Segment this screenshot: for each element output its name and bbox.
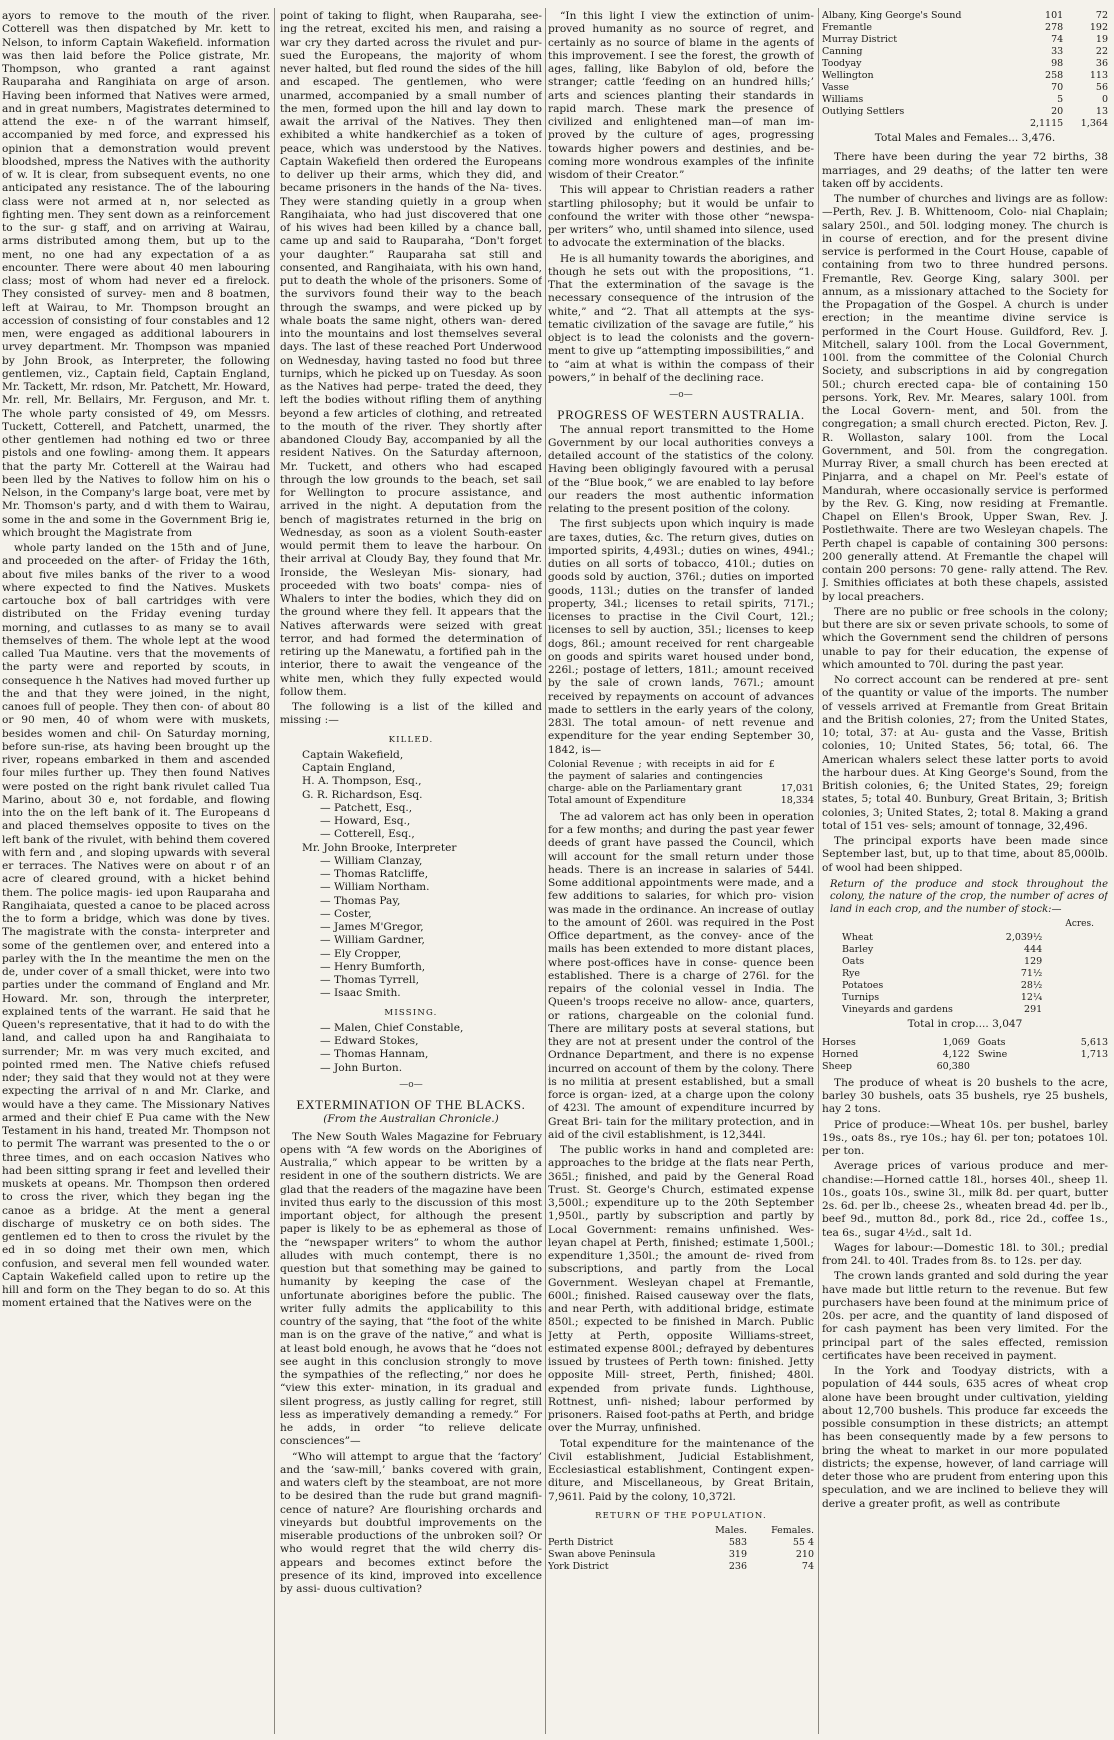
table-row [822, 58, 1108, 70]
table-row [842, 980, 1042, 992]
list-item: — Henry Bumforth, [320, 960, 426, 973]
totals-row [822, 118, 1108, 130]
article-paragraph: The produce of wheat is 20 bushels to the acre, barley 30 bushels, oats 35 bushels, rye 25 bushels, hay 2 tons. [822, 1076, 1108, 1116]
males-value: 70 [1051, 82, 1064, 93]
list-item: — James M'Gregor, [320, 921, 424, 933]
article-paragraph: Wages for labour:—Domestic 18l. to 30l.; predial from 24l. to 40l. Trades from 8s. to 12s. per day. [822, 1241, 1108, 1267]
males-value: 5 [1057, 94, 1064, 105]
table-row [842, 956, 1042, 968]
article-paragraph: Price of produce:—Wheat 10s. per bushel, barley 19s., oats 8s., rye 10s.; hay 6l. per ton; potatoes 10l. per ton. [822, 1118, 1108, 1157]
table-row [822, 106, 1108, 118]
killed-list [280, 749, 542, 1001]
list-item: — Isaac Smith. [320, 987, 401, 1000]
crop-acres: 444 [1024, 943, 1043, 955]
article-paragraph: Total expenditure for the maintenance of the Civil establishment, Judicial Establishment, Ecclesiastical establishment, Contingent expen- diture, and Miscellaneous, by Great Britain, 7,961l. Paid by the colony, 10,372l. [548, 1437, 814, 1503]
currency-symbol [763, 795, 775, 807]
district-name: Murray District [822, 34, 898, 45]
revenue-value: 17,031 [780, 782, 814, 794]
stock-name [970, 1061, 1043, 1073]
crop-name: Potatoes [842, 979, 884, 991]
article-paragraph: “Who will attempt to argue that the ‘factory’ and the ‘saw-mill,’ banks covered with grain, and waters cleft by the steamboat, are not more to be desired than the rude but grand magnifi- cence of nature? Are flourishing orchards and vineyards but doubtful improvements on the miserable productions of the unbroken soil? Or who would regret that the wild cherry dis- appears and becomes extinct before the presence of its kind, improved into excellence by assi- duous cultivation? [280, 1450, 542, 1595]
section-source: (From the Australian Chronicle.) [323, 1113, 499, 1126]
females-column-header: Females. [771, 1525, 814, 1536]
district-name: Fremantle [822, 22, 873, 33]
table-row [548, 1561, 814, 1573]
column-rule [818, 8, 819, 1734]
females-value: 22 [1095, 46, 1108, 57]
article-paragraph: There have been during the year 72 births, 38 marriages, and 29 deaths; of the latter ten were taken off by accidents. [822, 151, 1108, 190]
district-name: Perth District [548, 1537, 614, 1548]
list-item: Mr. John Brooke, Interpreter [302, 841, 457, 854]
crop-name: Vineyards and gardens [842, 1003, 953, 1015]
article-paragraph: The first subjects upon which inquiry is made are taxes, duties, &c. The return gives, duties on imported spirits, 4,493l.; duties on wines, 494l.; duties on all sorts of tobacco, 410l.; duties on goods sold by auction, 376l.; duties on imported goods, 113l.; duties on the transfer of landed property, 34l.; licenses to retail spirits, 717l.; licenses to practise in the Civil Court, 12l.; licenses to sell by auction, 35l.; licenses to keep dogs, 86l.; amount received for rent chargeable on goods and spirits waret housed under bond, 226l.; postage of letters, 181l.; amount received by the sale of crown lands, 767l.; amount received by repayments on account of advances made to settlers in the early years of the colony, 283l. The total amoun- of nett revenue and expenditure for the year ending September 30, 1842, is— [548, 518, 814, 756]
table-row [548, 795, 814, 807]
males-value: 236 [728, 1561, 748, 1572]
table-row [842, 1004, 1042, 1016]
article-paragraph: Average prices of various produce and mer- chandise:—Horned cattle 18l., horses 40l., sheep 1l. 10s., goats 10s., swine 3l., milk 8d. per quart, butter 2s. 6d. per lb., cheese 2s., wheaten bread 4d. per lb., beef 9d., mutton 8d., pork 8d., rice 2d., coffee 1s., tea 6s., sugar 4½d., salt 1d. [822, 1160, 1108, 1239]
females-value: 74 [801, 1561, 814, 1572]
missing-list [280, 1022, 542, 1075]
revenue-label: Colonial Revenue ; with receipts in aid for the payment of salaries and contingencies charge- able on the Parliamentary grant [548, 758, 763, 794]
males-value: 319 [728, 1549, 748, 1560]
table-header-row [548, 1525, 814, 1537]
crop-acres: 71½ [1020, 967, 1043, 979]
females-value: 0 [1101, 94, 1108, 105]
table-row [822, 70, 1108, 82]
females-total: 1,364 [1080, 118, 1108, 129]
section-ornament: —o— [399, 1079, 423, 1090]
stock-name: Horses [822, 1036, 856, 1048]
list-item: — Thomas Pay, [320, 894, 401, 907]
females-value: 113 [1089, 70, 1108, 81]
article-paragraph: In the York and Toodyay districts, with a population of 444 souls, 635 acres of wheat crop alone have been brought under cultivation, yielding about 12,700 bushels. This produce far exceeds the possible consumption in these districts; an attempt has been consequently made by a few persons to bring the wheat to market in our more populated districts; the expense, however, of land carriage will deter those who are prudent from entering upon this speculation, and we are inclined to believe they will derive a greater profit, as well as contribute [822, 1365, 1108, 1510]
article-paragraph: point of taking to flight, when Rauparaha, see- ing the retreat, excited his men, and raising a war cry they darted across the rivulet and pur- sued the Europeans, the majority of whom never halted, but fled round the sides of the hill and escaped. The gentlemen, who were unarmed, accompanied by a small number of the men, formed upon the hill and lay down to await the arrival of the Natives. They then exhibited a white handkerchief as a token of peace, which was understood by the Natives. Captain Wakefield then ordered the Europeans to deliver up their arms, which they did, and became prisoners in the hands of the Na- tives. They were standing quietly in a group when Rangihaiata, who had just discovered that one of his wives had been killed by a chance ball, came up and said to Rauparaha, “Don't forget your daughter.” Rauparaha sat still and consented, and Rangihaiata, with his own hand, put to death the whole of the prisoners. Some of the survivors found their way to the beach through the swamps, and were picked up by whale boats the same night, others wan- dered into the mountains and lost themselves several days. The last of these reached Port Underwood on Wednesday, having tasted no food but three turnips, which he picked up on Tuesday. As soon as the Natives had perpe- trated the deed, they left the bodies without rifling them of anything beyond a few articles of clothing, and retreated to the mouth of the river. They shortly after abandoned Cloudy Bay, accompanied by all the resident Natives. On the Saturday afternoon, Mr. Tuckett, and others who had escaped through the low grounds to the beach, set sail for Wellington to procure assistance, and arrived in the night. A deputation from the bench of magistrates returned in the brig on Wednesday, as soon as a violent South-easter would permit them to leave the harbour. On their arrival at Cloudy Bay, they found that Mr. Ironside, the Wesleyan Mis- sionary, had proceeded with two boats' compa- nies of Whalers to inter the bodies, which they did on the ground where they fell. It appears that the Natives afterwards were seized with great terror, and had formed the determination of retiring up the Manewatu, a fortified pah in the interior, there to await the vengeance of the white men, which they fully expected would follow them. [280, 10, 542, 698]
females-value: 192 [1089, 22, 1108, 33]
revenue-label: Total amount of Expenditure [548, 794, 686, 806]
article-paragraph: The crown lands granted and sold during the year have made but little return to the revenue. But few purchasers have been found at the minimum price of 20s. per acre, and the quantity of land disposed of for cash payment has been very limited. For the principal part of the sales effected, remission certificates have been received in payment. [822, 1270, 1108, 1362]
table-row [842, 992, 1042, 1004]
crop-name: Wheat [842, 931, 873, 943]
females-value: 19 [1095, 34, 1108, 45]
stock-note: Return of the produce and stock throughout the colony, the nature of the crop, the number of acres of land in each crop, and the number of stock:— [830, 878, 1108, 915]
females-value: 55 4 [792, 1537, 814, 1548]
males-value: 101 [1045, 10, 1064, 21]
list-item: — William Northam. [320, 881, 430, 894]
females-value: 210 [795, 1549, 814, 1560]
table-row [548, 1537, 814, 1549]
list-item: Captain England, [302, 762, 396, 774]
stock-name: Horned [822, 1048, 859, 1060]
stock-value: 5,613 [1080, 1036, 1108, 1048]
list-item: — Thomas Hannam, [320, 1048, 429, 1061]
table-row [842, 932, 1042, 944]
list-item: — Thomas Ratcliffe, [320, 868, 429, 880]
table-row [822, 1061, 1108, 1073]
table-row [822, 1049, 1108, 1061]
stock-name: Sheep [822, 1060, 852, 1072]
stock-value: 1,069 [942, 1036, 970, 1048]
column-4 [822, 10, 1108, 1732]
males-value: 20 [1051, 106, 1064, 117]
acres-heading: Acres. [1065, 919, 1094, 930]
district-name: Toodyay [822, 58, 862, 69]
crop-name: Oats [842, 955, 865, 967]
crop-acres: 2,039½ [1005, 931, 1043, 943]
table-row [822, 34, 1108, 46]
crop-acres: 291 [1024, 1003, 1043, 1015]
article-paragraph: No correct account can be rendered at pre- sent of the quantity or value of the imports. The number of vessels arrived at Fremantle from Great Britain and the British colonies, 27; from the United States, 10; total, 37: at Au- gusta and the Vasse, British colonies, 10; United States, 56; total, 66. The American whalers select these latter ports to avoid the harbour dues. At King George's Sound, from the British colonies, 6; the United States, 29; foreign states, 5; total 40. Bunbury, Great Britain, 3; British colonies, 3; United States, 2; total 8. Making a grand total of 151 ves- sels; amount of tonnage, 32,496. [822, 674, 1108, 832]
females-value: 36 [1095, 58, 1108, 69]
list-item: G. R. Richardson, Esq. [302, 788, 423, 801]
column-2 [280, 10, 542, 1732]
article-paragraph: He is all humanity towards the aborigines, and though he sets out with the propositions, “1. That the extermination of the savage is the necessary consequence of the intrusion of the white,” and “2. That all attempts at the sys- tematic civilization of the savage are futile,” his object is to lead the colonists and the govern- ment to give up “attempting impossibilities,” and to “aim at what is within the compass of their powers,” in behalf of the declining race. [548, 252, 814, 384]
district-name: Swan above Peninsula [548, 1549, 656, 1560]
section-ornament: —o— [669, 390, 693, 400]
stock-value: 1,713 [1080, 1048, 1108, 1060]
list-item: — William Clanzay, [320, 854, 423, 867]
column-rule [274, 8, 275, 1734]
list-item: — John Burton. [320, 1061, 403, 1074]
population-heading: RETURN OF THE POPULATION. [595, 1510, 767, 1521]
list-item: — William Gardner, [320, 934, 425, 947]
table-row [842, 944, 1042, 956]
article-paragraph: The public works in hand and completed are: approaches to the bridge at the flats near Perth, 365l.; finished, and paid by the General Road Trust. St. George's Church, estimated expense 3,500l.; expenditure up to the 20th September 1,950l., partly by subscription and partly by Local Government: remains unfinished. Wes- leyan chapel at Perth, finished; estimate 1,500l.; expenditure 1,350l.; the amount de- rived from subscriptions, and partly from the Local Government. Wesleyan chapel at Fremantle, 600l.; finished. Raised causeway over the flats, and near Perth, with additional bridge, estimate 850l.; expected to be finished in March. Public Jetty at Perth, opposite Williams-street, estimated expense 800l.; defrayed by debentures issued by trustees of Perth town: finished. Jetty opposite Mill- street, Perth, finished; 480l. expended from private funds. Lighthouse, Rottnest, unfi- nished; labour performed by prisoners. Raised foot-paths at Perth, and bridge over the Murray, unfinished. [548, 1144, 814, 1435]
district-name: Vasse [822, 82, 850, 93]
females-value: 56 [1095, 82, 1108, 93]
article-paragraph: The following is a list of the killed and missing :— [280, 701, 542, 727]
table-row [822, 1037, 1108, 1049]
stock-name: Goats [977, 1036, 1006, 1048]
crop-total: Total in crop.... 3,047 [907, 1017, 1023, 1030]
list-item: — Cotterell, Esq., [320, 828, 415, 841]
crop-table [842, 932, 1042, 1016]
revenue-value: 18,334 [780, 794, 814, 806]
article-paragraph: The ad valorem act has only been in operation for a few months; and during the past year fewer deeds of grant have passed the Council, which will account for the small return under those heads. There is an increase in salaries of 544l. Some additional appointments were made, and a few additions to salaries, for which pro- vision was made in the ordinance. An increase of outlay to the amount of 260l. was required in the Post Office department, as the convey- ance of the mails has been extended to more distant places, where post-offices have in conse- quence been established. There is a charge of 276l. for the repairs of the colonial vessel in India. The Queen's troops receive no allow- ance, quarters, or rations, chargeable on the colonial fund. There are military posts at several stations, but they are not at present under the control of the Ordnance Department, and there is no expense incurred on account of them by the colony. There is no militia at present established, but a small force is organ- ized, at a charge upon the colony of 423l. The amount of expenditure incurred by Great Bri- tain for the military protection, and in aid of the civil establishment, is 12,344l. [548, 810, 814, 1141]
males-total: 2,1115 [1029, 118, 1064, 129]
article-paragraph: There are no public or free schools in the colony; but there are six or seven private schools, to some of which the Government send the children of persons unable to pay for their education, the expense of which amounted to 70l. during the past year. [822, 605, 1108, 671]
list-item: — Howard, Esq., [320, 815, 411, 827]
list-item: Captain Wakefield, [302, 748, 404, 761]
males-value: 583 [728, 1537, 748, 1548]
list-item: — Edward Stokes, [320, 1035, 419, 1047]
crop-name: Barley [842, 943, 874, 955]
table-row [548, 1549, 814, 1561]
article-paragraph: This will appear to Christian readers a rather startling philosophy; but it would be unfair to confound the writer with those other “newspa- per writers” who, until shamed into silence, used to advocate the extermination of the blacks. [548, 184, 814, 250]
list-item: — Malen, Chief Constable, [320, 1021, 464, 1034]
district-name: Williams [822, 94, 864, 105]
table-row [822, 22, 1108, 34]
article-paragraph: The annual report transmitted to the Home Government by our local authorities conveys a detailed account of the statistics of the colony. Having been obligingly favoured with a perusal of the “Blue book,” we are enabled to lay before our readers the most authentic information relating to the present position of the colony. [548, 423, 814, 515]
article-paragraph: The principal exports have been made since September last, but, up to that time, about 85,000lb. of wool had been shipped. [822, 835, 1108, 874]
district-name: Outlying Settlers [822, 106, 905, 117]
district-name: Wellington [822, 70, 874, 81]
article-paragraph: “In this light I view the extinction of unim- proved humanity as no source of regret, and certainly as no source of blame in the agents of this improvement. I see the forest, the growth of ages, falling, like Babylon of old, before the stranger; cattle ‘feeding on an hundred hills;’ arts and sciences planting their standards in rapid march. These mark the presence of civilized and enlightened man—of man im- proved by the culture of ages, progressing towards higher powers and destinies, and be- coming more wondrous examples of the infinite wisdom of their Creator.” [548, 10, 814, 181]
table-row [822, 10, 1108, 22]
column-rule [545, 8, 546, 1734]
males-value: 33 [1051, 46, 1064, 57]
crop-name: Rye [842, 967, 860, 979]
males-value: 258 [1045, 70, 1064, 81]
population-table [548, 1525, 814, 1573]
section-title: PROGRESS OF WESTERN AUSTRALIA. [557, 407, 805, 423]
article-paragraph: The New South Wales Magazine for February opens with “A few words on the Aborigines of Australia,” which appear to be written by a resident in one of the southern districts. We are glad that the readers of the magazine have been invited thus early to the discussion of this most important object, for although the present paper is likely to be as ephemeral as those of the “newspaper writers” to whom the author alludes with much contempt, there is no question but that something may be gained to humanity by keeping the case of the unfortunate aborigines before the public. The writer fully admits the applicability to this country of the saying, that “the foot of the white man is on the grave of the native,” and what is at least bold enough, he avows that he “does not see aught in this conclusion strongly to move the sympathies of the reflecting,” nor does he “view this exter- mination, in its gradual and silent progress, as justly calling for regret, still less as imperatively demanding a remedy.” For he adds, in order “to relieve delicate consciences”— [280, 1130, 542, 1448]
table-row [822, 82, 1108, 94]
killed-heading: KILLED. [388, 734, 434, 745]
crop-acres: 129 [1024, 955, 1043, 967]
stock-value: 4,122 [942, 1048, 970, 1060]
column-1 [2, 10, 270, 1732]
article-paragraph: The number of churches and livings are as follow:—Perth, Rev. J. B. Whittenoom, Colo- nial Chaplain; salary 250l., and 50l. lodging money. The church is in course of erection, and for the present divine service is performed in the Court House, capable of containing from two to three hundred persons. Fremantle, Rev. George King, salary 300l. per annum, as a missionary attached to the Society for the Propagation of the Gospel. A church is under erection; in the meantime divine service is performed in the Court House. Guildford, Rev. J. Mitchell, salary 100l. from the Local Government, 100l. from the committee of the Colonial Church Society, and subscriptions in aid by congregation 50l.; church erected capa- ble of containing 150 persons. York, Rev. Mr. Meares, salary 100l. from the Local Govern- ment, and 50l. from the congregation; a small church erected. Picton, Rev. J. R. Wollaston, salary 100l. from the Local Government, and 50l. from the congregation. Murray River, a small church has been erected at Pinjarra, and a chapel on Mr. Peel's estate of Mandurah, where occasionally service is performed by the Rev. G. King, now residing at Fremantle. Chapel on Ellen's Brook, Upper Swan, Rev. J. Postlethwaite. There are two Wesleyan chapels. The Perth chapel is capable of containing 300 persons: 200 generally attend. At Fremantle the chapel will contain 200 persons: 70 gene- rally attend. The Rev. J. Smithies officiates at both these chapels, assisted by local preachers. [822, 193, 1108, 603]
table-row [842, 968, 1042, 980]
article-paragraph: ayors to remove to the mouth of the river. Cotterell was then dispatched by Mr. kett to Nelson, to inform Captain Wakefield. information was then laid before the Police gistrate, Mr. Thompson, who granted a rant against Rauparaha and Rangihiata on arge of arson. Having been informed that Natives were armed, and in great numbers, Magistrates determined to attend the exe- n of the warrant himself, accompanied by med force, and expressed his opinion that a demonstration would prevent bloodshed, mpress the Natives with the authority of w. It is clear, from subsequent events, no one anticipated any resistance. The of the labouring class were not armed at n, nor selected as fighting men. They sent down as a reinforcement to the sur- g staff, and on arriving at Wairau, arms distributed among them, but up to the ment, no one had any expectation of a as encounter. There were about 40 men labouring class; most of whom had never ed a firelock. They consisted of survey- men and 8 boatmen, left at Wairau, to Mr. Thompson brought an accession of consisting of four constables and 12 men, were engaged as additional labourers in urvey department. Mr. Thompson was mpanied by John Brook, as Interpreter, the following gentlemen, viz., Captain field, Captain England, Mr. Tackett, Mr. rdson, Mr. Patchett, Mr. Howard, Mr. rell, Mr. Bellairs, Mr. Ferguson, and Mr. t. The whole party consisted of 49, om Messrs. Tuckett, Cotterell, and Patchett, unarmed, the other gentlemen had nothing ed two or three pistols and one fowling- among them. It appears that the party Mr. Cotterell at the Wairau had been lled by the Natives to follow him on his o Nelson, in the Company's large boat, vere met by Mr. Thomson's party, and d with them to Wairau, some in the and some in the Government Brig ie, which brought the Magistrate from [2, 10, 270, 539]
population-grand-total: Total Males and Females... 3,476. [874, 132, 1056, 144]
stock-value [1043, 1061, 1108, 1073]
missing-heading: MISSING. [384, 1007, 438, 1018]
females-value: 13 [1095, 106, 1108, 117]
currency-symbol: £ [768, 758, 775, 770]
females-value: 72 [1095, 10, 1108, 21]
table-row [822, 94, 1108, 106]
stock-table [822, 1037, 1108, 1073]
males-value: 74 [1051, 34, 1064, 45]
section-title: EXTERMINATION OF THE BLACKS. [296, 1097, 526, 1112]
males-value: 98 [1051, 58, 1064, 69]
list-item: — Thomas Tyrrell, [320, 974, 419, 986]
district-name: Canning [822, 46, 863, 57]
population-table-continued [822, 10, 1108, 130]
crop-acres: 28½ [1020, 979, 1043, 991]
column-3 [548, 10, 814, 1732]
list-item: — Patchett, Esq., [320, 801, 413, 814]
list-item: H. A. Thompson, Esq., [302, 775, 422, 788]
stock-name: Swine [977, 1048, 1008, 1060]
list-item: — Ely Cropper, [320, 947, 402, 960]
crop-name: Turnips [842, 991, 880, 1003]
crop-acres: 12¼ [1020, 991, 1043, 1003]
table-row [822, 46, 1108, 58]
article-paragraph: whole party landed on the 15th and of June, and proceeded on the after- of Friday the 16th, about five miles banks of the river to a wood where expected to find the Natives. Muskets cartouche box of ball cartridges with vere distributed on the Friday evening turday morning, and cutlasses to as many se to avail themselves of them. The whole lept at the wood called Tua Mautine. vers that the movements of the party were and reported by scouts, in consequence h the Natives had moved further up the and that they were joined, in the night, canoes full of people. They then con- of about 80 or 90 men, 40 of whom were with muskets, besides women and chil- On Saturday morning, before sun-rise, ats having been brought up the river, ropeans embarked in them and ascended four miles further up. They then found Natives were posted on the right bank rivulet called Tua Marino, about 30 e, not fordable, and flowing into the on the left bank of it. The Europeans d and placed themselves opposite to tives on the left bank of the rivulet, with behind them covered with fern and , and sloping upwards with several er terraces. The Natives were on about r of an acre of cleared ground, with a hicket behind them. The police magis- ied upon Rauparaha and Rangihaiata, quested a canoe to be placed across the to form a bridge, which was done by tives. The magistrate with the consta- interpreter and some of the gentlemen over, and entered into a parley with the In the meantime the men on the de, under cover of a small thicket, were into two parties under the command of England and Mr. Howard. Mr. son, through the interpreter, explained tents of the warrant. He said that he Queen's representative, that it had to do with the land, and called upon ha and Rangihaiata to surrender; Mr. m was very much excited, and pointed rmed men. The Native chiefs refused nder; they said that they would not at they were expecting the arrival of n and Mr. Clarke, and would have a they came. The Missionary Natives armed and their chief E Pua came with the New Testament in his hand, treated Mr. Thompson not to permit The warrant was presented to the o or three times, and on each occasion Natives who had been sitting sprang ir feet and levelled their muskets at opeans. Mr. Thompson then ordered to cross the river, which they began ing the canoe as a bridge. At the ment a general discharge of musketry ce on both sides. The gentlemen ed to then to cross the rivulet by the ed in so doing met their own men, which confusion, and several men fell wounded water. Captain Wakefield called upon to retire up the hill and form on the They began to do so. At this moment ertained that the Natives were on the [2, 542, 270, 1310]
males-value: 278 [1045, 22, 1064, 33]
list-item: — Coster, [320, 907, 372, 920]
males-column-header: Males. [715, 1525, 748, 1536]
revenue-table [548, 759, 814, 807]
district-name: Albany, King George's Sound [822, 10, 962, 21]
district-name: York District [548, 1561, 609, 1572]
stock-value: 60,380 [936, 1060, 970, 1072]
table-row [548, 759, 814, 795]
